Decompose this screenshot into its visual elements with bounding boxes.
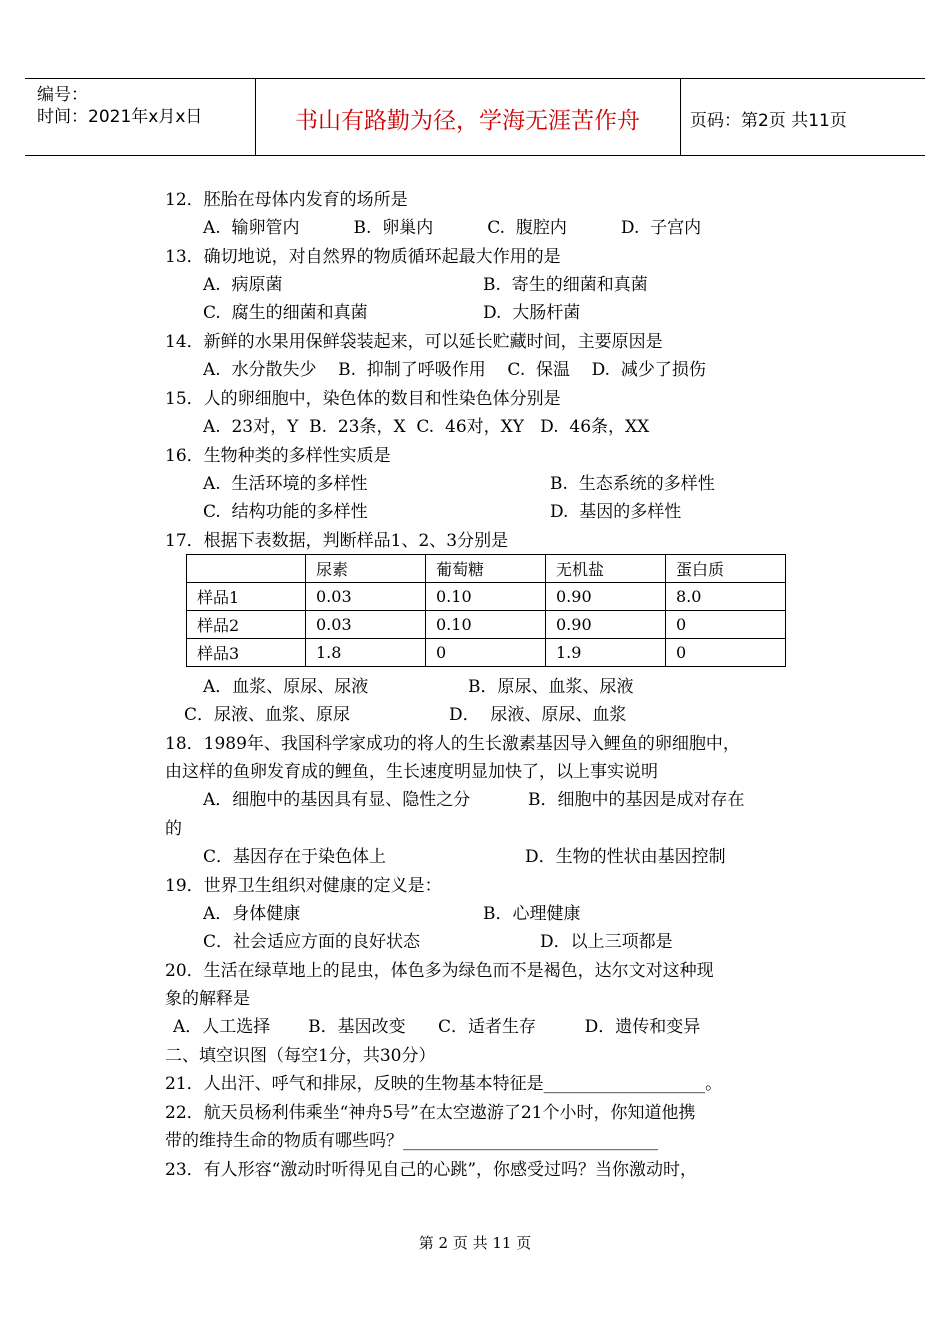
option-a: A. 病原菌 [203, 275, 283, 295]
option-b-cont: 的 [165, 819, 182, 839]
header-divider [680, 78, 681, 155]
question-12-options: A. 输卵管内 B. 卵巢内 C. 腹腔内 D. 子宫内 [203, 218, 702, 238]
table-row [187, 639, 786, 667]
question-20: 20．生活在绿草地上的昆虫，体色多为绿色而不是褐色，达尔文对这种现 [165, 961, 714, 981]
section-heading: 二、填空识图（每空1分，共30分） [165, 1046, 436, 1066]
option-a: A. 生活环境的多样性 [203, 474, 368, 494]
table-cell: 1.9 [546, 639, 666, 667]
question-14-options: A. 水分散失少 B. 抑制了呼吸作用 C. 保温 D. 减少了损伤 [203, 360, 706, 380]
option-b: B. 寄生的细菌和真菌 [483, 275, 648, 295]
sample-data-table [186, 554, 786, 667]
option-d: D．以上三项都是 [540, 932, 673, 952]
table-cell: 0 [426, 639, 546, 667]
header-motto: 书山有路勤为径，学海无涯苦作舟 [295, 108, 640, 134]
option-c: C. 结构功能的多样性 [203, 502, 368, 522]
table-cell: 样品2 [187, 611, 306, 639]
option-d: D. 大肠杆菌 [483, 303, 581, 323]
table-header-cell: 蛋白质 [666, 555, 786, 583]
header-meta [37, 84, 202, 128]
option-b: B．心理健康 [483, 904, 581, 924]
table-cell: 8.0 [666, 583, 786, 611]
question-21: 21．人出汗、呼气和排尿，反映的生物基本特征是___________________。 [165, 1074, 723, 1094]
option-a: A．细胞中的基因具有显、隐性之分 [203, 790, 471, 810]
table-cell: 0.10 [426, 583, 546, 611]
question-15-options: A. 23对，Y B. 23条，X C. 46对，XY D. 46条，XX [203, 417, 650, 437]
header-page-number: 页码：第2页 共11页 [690, 111, 847, 131]
table-header-cell [187, 555, 306, 583]
table-cell: 0.03 [306, 583, 426, 611]
question-16: 16．生物种类的多样性实质是 [165, 446, 391, 466]
question-15: 15．人的卵细胞中，染色体的数目和性染色体分别是 [165, 389, 561, 409]
question-18: 18．1989年、我国科学家成功的将人的生长激素基因导入鲤鱼的卵细胞中， [165, 734, 740, 754]
option-b: B．原尿、血浆、尿液 [468, 677, 634, 697]
option-c: C. 腐生的细菌和真菌 [203, 303, 368, 323]
question-18-cont: 由这样的鱼卵发育成的鲤鱼，生长速度明显加快了，以上事实说明 [165, 762, 658, 782]
question-13: 13．确切地说，对自然界的物质循环起最大作用的是 [165, 247, 561, 267]
table-cell: 0.03 [306, 611, 426, 639]
question-22: 22．航天员杨利伟乘坐“神舟5号”在太空遨游了21个小时，你知道他携 [165, 1103, 696, 1123]
table-header-cell: 葡萄糖 [426, 555, 546, 583]
page-footer: 第 2 页 共 11 页 [418, 1234, 532, 1252]
option-a: A．身体健康 [203, 904, 301, 924]
question-14: 14．新鲜的水果用保鲜袋装起来，可以延长贮藏时间，主要原因是 [165, 332, 663, 352]
question-20-options: A．人工选择 B．基因改变 C．适者生存 D．遗传和变异 [173, 1017, 701, 1037]
option-b: B．细胞中的基因是成对存在 [528, 790, 745, 810]
document-number: 编号： [37, 85, 88, 105]
table-cell: 0.90 [546, 611, 666, 639]
table-row [187, 583, 786, 611]
document-time: 时间：2021年x月x日 [37, 107, 203, 127]
table-header-cell: 无机盐 [546, 555, 666, 583]
table-cell: 0.90 [546, 583, 666, 611]
question-22-cont: 带的维持生命的物质有哪些吗？______________________________ [165, 1131, 658, 1151]
table-cell: 1.8 [306, 639, 426, 667]
option-d: D． 尿液、原尿、血浆 [449, 705, 627, 725]
question-19: 19．世界卫生组织对健康的定义是： [165, 876, 442, 896]
question-20-cont: 象的解释是 [165, 989, 250, 1009]
table-cell: 0.10 [426, 611, 546, 639]
table-cell: 0 [666, 611, 786, 639]
table-header-cell: 尿素 [306, 555, 426, 583]
question-17: 17．根据下表数据，判断样品1、2、3分别是 [165, 531, 509, 551]
header-top-rule [25, 78, 925, 79]
option-d: D．生物的性状由基因控制 [525, 847, 726, 867]
table-cell: 样品1 [187, 583, 306, 611]
table-header-row [187, 555, 786, 583]
option-c: C．尿液、血浆、原尿 [184, 705, 351, 725]
question-23: 23．有人形容“激动时听得见自己的心跳”，你感受过吗？当你激动时， [165, 1160, 698, 1180]
option-a: A．血浆、原尿、尿液 [203, 677, 369, 697]
question-12: 12．胚胎在母体内发育的场所是 [165, 190, 408, 210]
table-cell: 样品3 [187, 639, 306, 667]
option-c: C．基因存在于染色体上 [203, 847, 387, 867]
header-bottom-rule [25, 155, 925, 156]
option-b: B. 生态系统的多样性 [550, 474, 715, 494]
option-d: D. 基因的多样性 [550, 502, 682, 522]
option-c: C．社会适应方面的良好状态 [203, 932, 421, 952]
table-row [187, 611, 786, 639]
table-cell: 0 [666, 639, 786, 667]
